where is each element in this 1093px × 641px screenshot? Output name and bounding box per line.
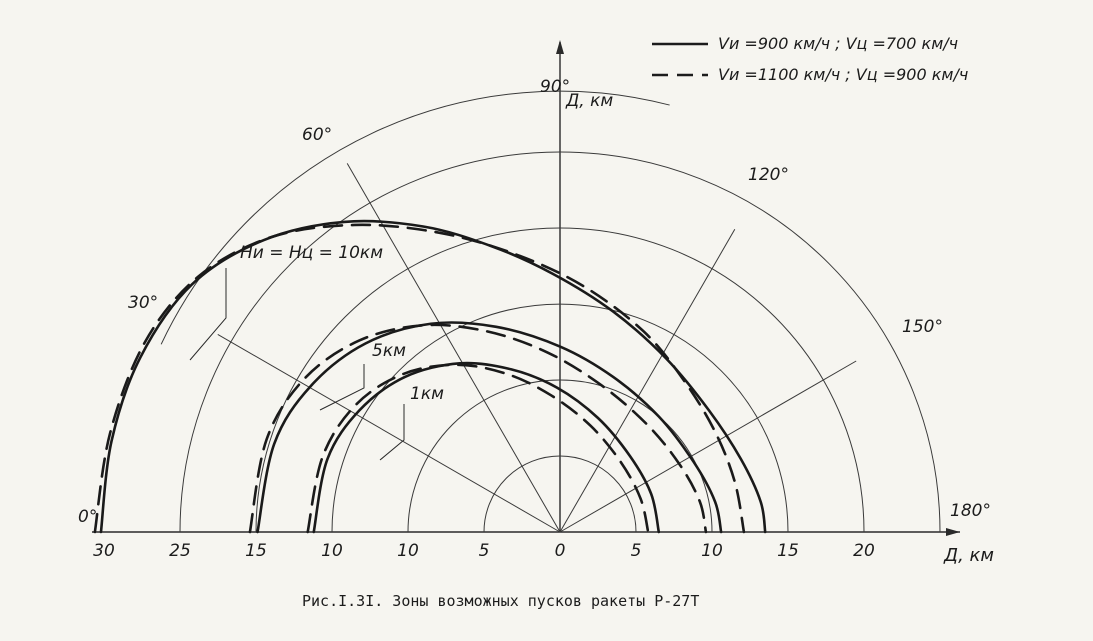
- x-tick-label: 20: [853, 541, 875, 561]
- curves-layer: [95, 221, 765, 532]
- x-tick-label: 0: [554, 541, 566, 561]
- angle-label-30: 30°: [128, 293, 159, 313]
- altitude-leader-2: [380, 404, 404, 460]
- x-tick-label: 10: [701, 541, 723, 561]
- angle-label-180: 180°: [950, 501, 991, 521]
- x-tick-label: 15: [777, 541, 799, 561]
- angle-label-120: 120°: [748, 165, 789, 185]
- grid-layer: [92, 40, 960, 536]
- x-tick-label: 10: [397, 541, 419, 561]
- zone-curve-2: [258, 322, 722, 532]
- altitude-label-10km: Ни = Нц = 10км: [240, 243, 384, 263]
- legend: [652, 34, 968, 84]
- x-tick-label: 5: [478, 541, 490, 561]
- y-axis-label: Д, км: [566, 91, 614, 111]
- altitude-label-5km: 5км: [372, 341, 406, 361]
- angle-label-0: 0°: [78, 507, 98, 527]
- x-tick-label: 10: [321, 541, 343, 561]
- figure-caption: Рис.I.3I. Зоны возможных пусков ракеты Р-27Т: [302, 592, 700, 610]
- altitude-label-1km: 1км: [410, 384, 444, 404]
- angle-label-60: 60°: [302, 125, 333, 145]
- y-axis-arrow: [556, 40, 564, 54]
- x-tick-label: 30: [93, 541, 115, 561]
- x-axis-label: Д, км: [944, 545, 994, 566]
- x-tick-label: 5: [630, 541, 642, 561]
- axis-ticks-layer: [93, 541, 875, 561]
- x-axis-arrow: [946, 528, 960, 536]
- zone-curve-0: [101, 221, 765, 532]
- angle-label-150: 150°: [902, 317, 943, 337]
- x-tick-label: 25: [169, 541, 191, 561]
- labels-layer: [78, 77, 994, 566]
- zone-curve-4: [314, 363, 659, 532]
- angle-label-90: 90°: [540, 77, 571, 97]
- x-tick-label: 15: [245, 541, 267, 561]
- legend-entry-solid: Vи =900 км/ч ; Vц =700 км/ч: [718, 34, 959, 53]
- legend-entry-dashed: Vи =1100 км/ч ; Vц =900 км/ч: [718, 65, 969, 84]
